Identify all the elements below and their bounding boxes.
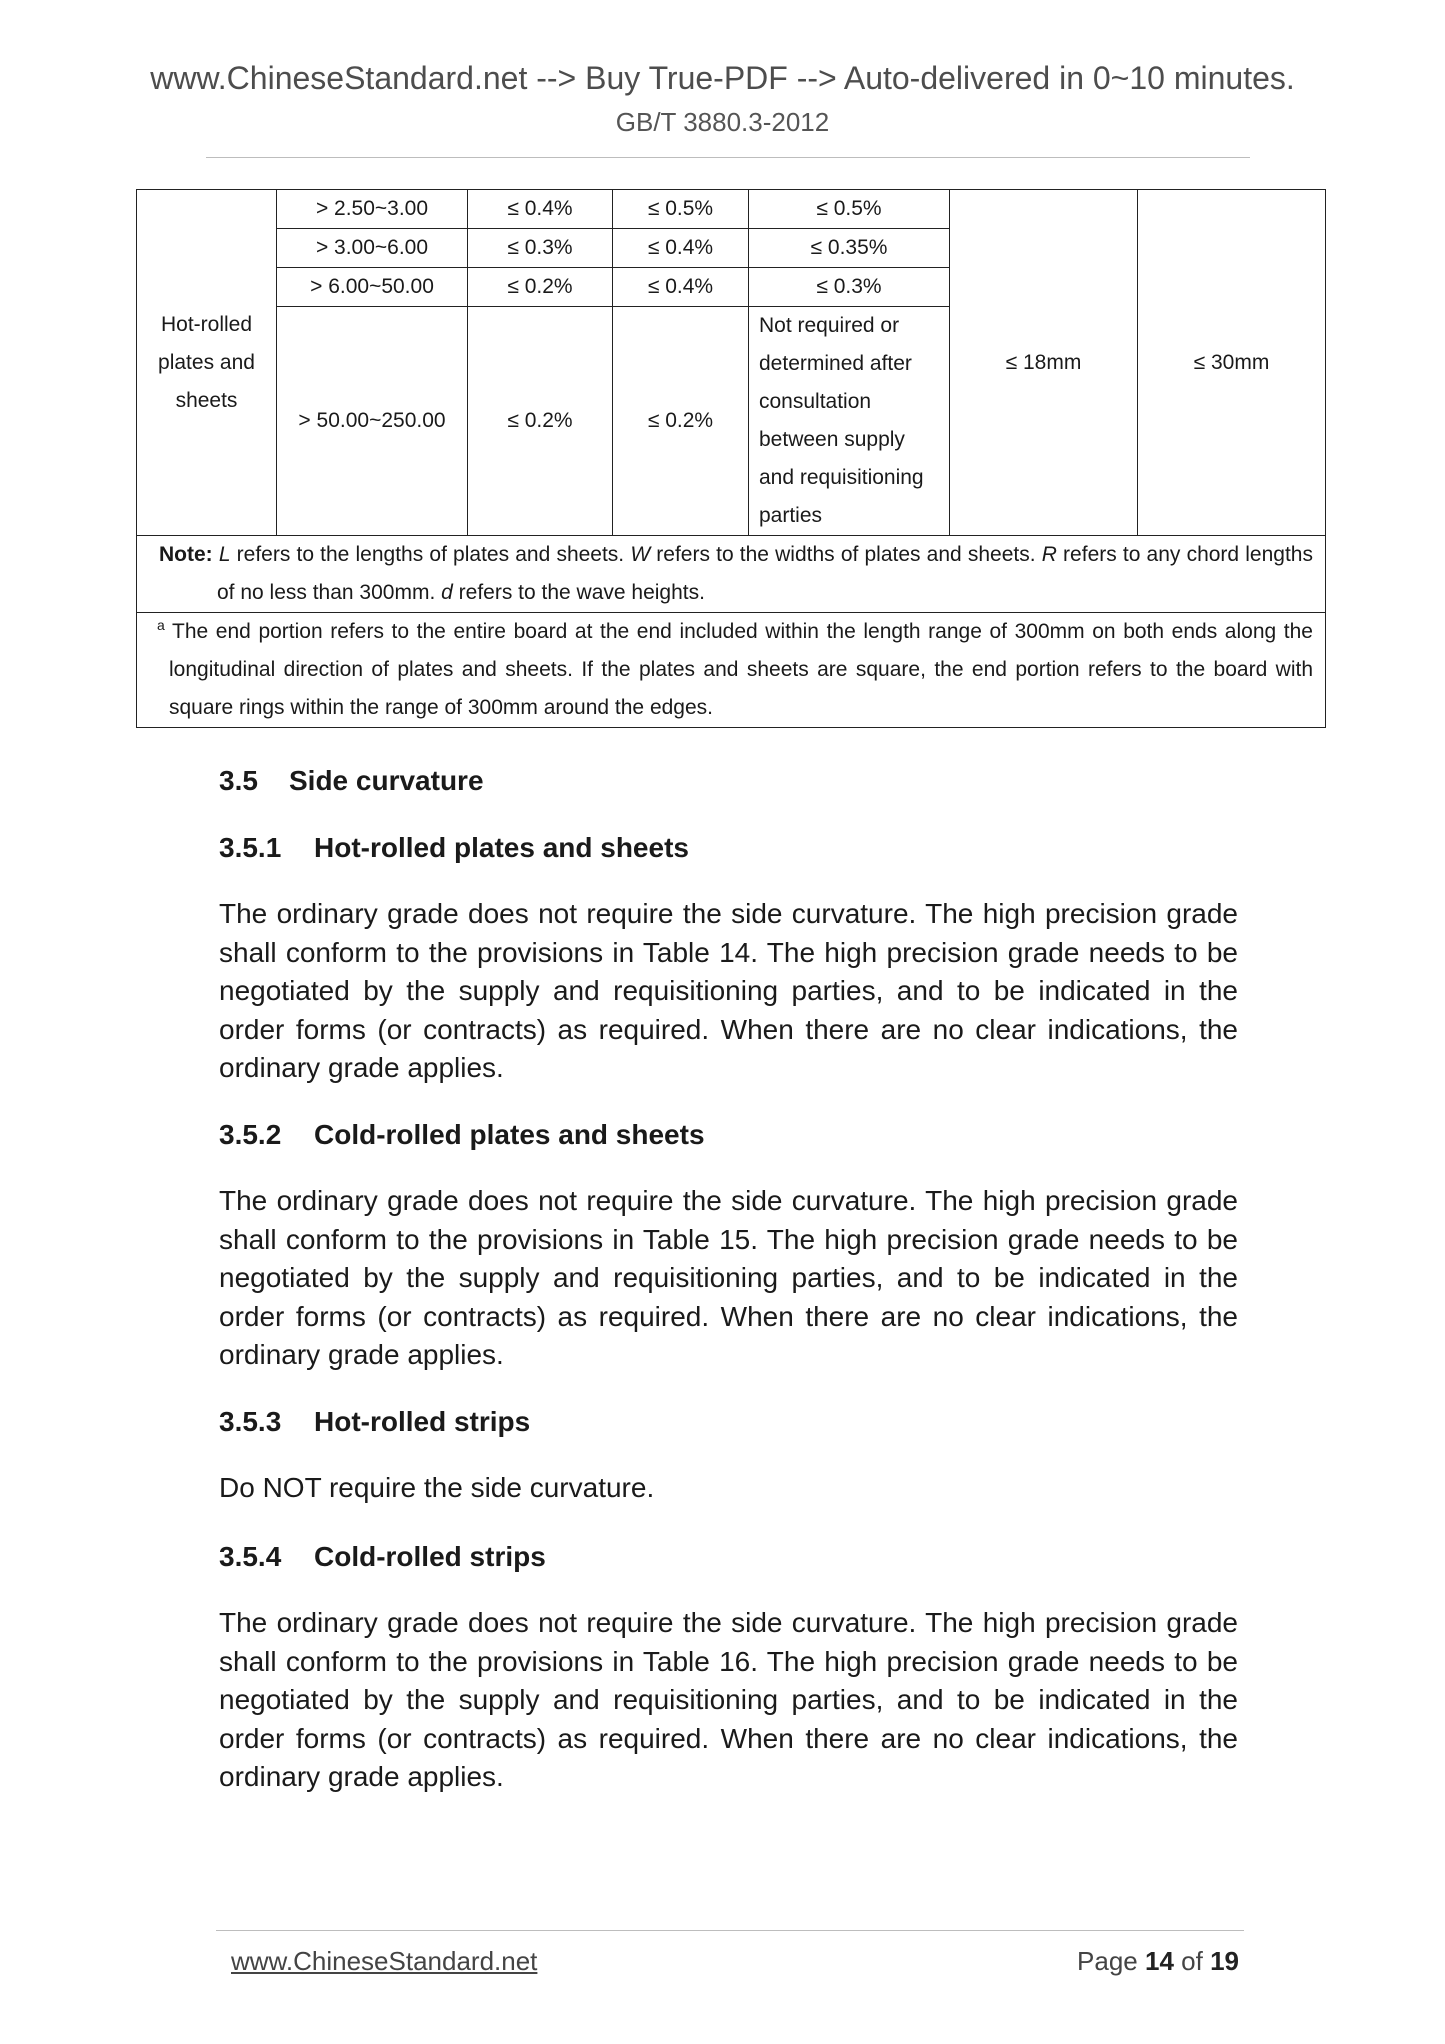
tolerance-cell: ≤ 0.5% bbox=[613, 190, 749, 229]
footer-divider bbox=[216, 1930, 1244, 1931]
tolerance-cell: ≤ 0.2% bbox=[613, 307, 749, 536]
flatness-table bbox=[136, 189, 1326, 728]
note-label: Note: bbox=[159, 543, 213, 566]
cell-line: Not required or bbox=[759, 314, 900, 337]
header-divider bbox=[206, 157, 1250, 158]
cell-line: and requisitioning bbox=[759, 466, 924, 489]
thickness-range: > 2.50~3.00 bbox=[277, 190, 468, 229]
tolerance-cell: ≤ 0.2% bbox=[468, 268, 613, 307]
page-label: Page bbox=[1077, 1946, 1138, 1976]
table-note bbox=[137, 536, 1326, 613]
section-heading-3-5-1 bbox=[219, 831, 689, 865]
thickness-range: > 50.00~250.00 bbox=[277, 307, 468, 536]
tolerance-cell: ≤ 0.4% bbox=[613, 229, 749, 268]
category-line: sheets bbox=[175, 388, 238, 412]
tolerance-cell: ≤ 0.4% bbox=[613, 268, 749, 307]
tolerance-cell: ≤ 0.4% bbox=[468, 190, 613, 229]
note-text: refers to the widths of plates and sheets. bbox=[650, 543, 1042, 566]
paragraph-3-5-1: The ordinary grade does not require the side curvature. The high precision grade shall conform to the provisions in Table 14. The high precision grade needs to be negotiated by the supply and requisitioning parties, and to be indicated in the order forms (or contracts) as required. When there are no clear indications, the ordinary grade applies. bbox=[219, 898, 1238, 1083]
section-title: Side curvature bbox=[289, 765, 484, 796]
tolerance-cell: ≤ 0.2% bbox=[468, 307, 613, 536]
section-heading-3-5-4 bbox=[219, 1540, 546, 1574]
footnote-text: The end portion refers to the entire board at the end included within the length range of 300mm on both ends along the longitudinal direction of plates and sheets. If the plates and sheets are square, the end portion refers to the board with square rings within the range of 300mm around the edges. bbox=[164, 620, 1313, 719]
paragraph-3-5-2: The ordinary grade does not require the side curvature. The high precision grade shall conform to the provisions in Table 15. The high precision grade needs to be negotiated by the supply and requisitioning parties, and to be indicated in the order forms (or contracts) as required. When there are no clear indications, the ordinary grade applies. bbox=[219, 1185, 1238, 1370]
section-number: 3.5.1 bbox=[219, 832, 282, 863]
table-note-row bbox=[137, 536, 1326, 613]
tolerance-cell: ≤ 0.35% bbox=[749, 229, 950, 268]
note-symbol: L bbox=[218, 543, 231, 566]
page-indicator bbox=[1077, 1946, 1239, 1977]
wave-height-cell: ≤ 30mm bbox=[1138, 190, 1326, 536]
wave-height-cell: ≤ 18mm bbox=[950, 190, 1138, 536]
section-number: 3.5 bbox=[219, 765, 258, 796]
cell-line: parties bbox=[759, 504, 823, 527]
cell-line: between supply bbox=[759, 428, 905, 451]
cell-line: consultation bbox=[759, 390, 872, 413]
tolerance-cell: ≤ 0.3% bbox=[468, 229, 613, 268]
tolerance-cell: ≤ 0.5% bbox=[749, 190, 950, 229]
footnote-mark: a bbox=[157, 617, 165, 633]
section-heading-3-5-3 bbox=[219, 1405, 530, 1439]
page-total: 19 bbox=[1210, 1946, 1239, 1976]
category-line: plates and bbox=[158, 350, 255, 374]
standard-code: GB/T 3880.3-2012 bbox=[615, 107, 830, 137]
paragraph-3-5-4: The ordinary grade does not require the side curvature. The high precision grade shall conform to the provisions in Table 16. The high precision grade needs to be negotiated by the supply and requisitioning parties, and to be indicated in the order forms (or contracts) as required. When there are no clear indications, the ordinary grade applies. bbox=[219, 1607, 1238, 1792]
section-heading-3-5 bbox=[219, 764, 484, 798]
tolerance-cell: ≤ 0.3% bbox=[749, 268, 950, 307]
table-footnote bbox=[137, 613, 1326, 728]
note-symbol: d bbox=[441, 581, 453, 604]
section-heading-3-5-2 bbox=[219, 1118, 705, 1152]
table-row bbox=[137, 190, 1326, 229]
thickness-range: > 3.00~6.00 bbox=[277, 229, 468, 268]
section-title: Hot-rolled plates and sheets bbox=[314, 832, 689, 863]
section-title: Cold-rolled strips bbox=[314, 1541, 546, 1572]
header-banner: www.ChineseStandard.net --> Buy True-PDF --> Auto-delivered in 0~10 minutes. bbox=[150, 60, 1295, 96]
section-number: 3.5.4 bbox=[219, 1541, 282, 1572]
consultation-cell bbox=[749, 307, 950, 536]
note-symbol: R bbox=[1041, 543, 1057, 566]
page-number: 14 bbox=[1145, 1946, 1174, 1976]
thickness-range: > 6.00~50.00 bbox=[277, 268, 468, 307]
note-text: refers to the wave heights. bbox=[452, 581, 705, 604]
category-cell bbox=[137, 190, 277, 536]
category-line: Hot-rolled bbox=[160, 312, 253, 336]
paragraph-3-5-3: Do NOT require the side curvature. bbox=[219, 1472, 655, 1503]
section-number: 3.5.2 bbox=[219, 1119, 282, 1150]
footer-website-link[interactable]: www.ChineseStandard.net bbox=[231, 1946, 538, 1976]
cell-line: determined after bbox=[759, 352, 912, 375]
section-number: 3.5.3 bbox=[219, 1406, 282, 1437]
of-label: of bbox=[1181, 1946, 1203, 1976]
note-text: refers to any chord lengths of no less than 300mm. bbox=[217, 543, 1313, 604]
section-title: Cold-rolled plates and sheets bbox=[314, 1119, 705, 1150]
section-title: Hot-rolled strips bbox=[314, 1406, 531, 1437]
note-symbol: W bbox=[630, 543, 651, 566]
table-footnote-row bbox=[137, 613, 1326, 728]
note-text: refers to the lengths of plates and sheets. bbox=[230, 543, 631, 566]
